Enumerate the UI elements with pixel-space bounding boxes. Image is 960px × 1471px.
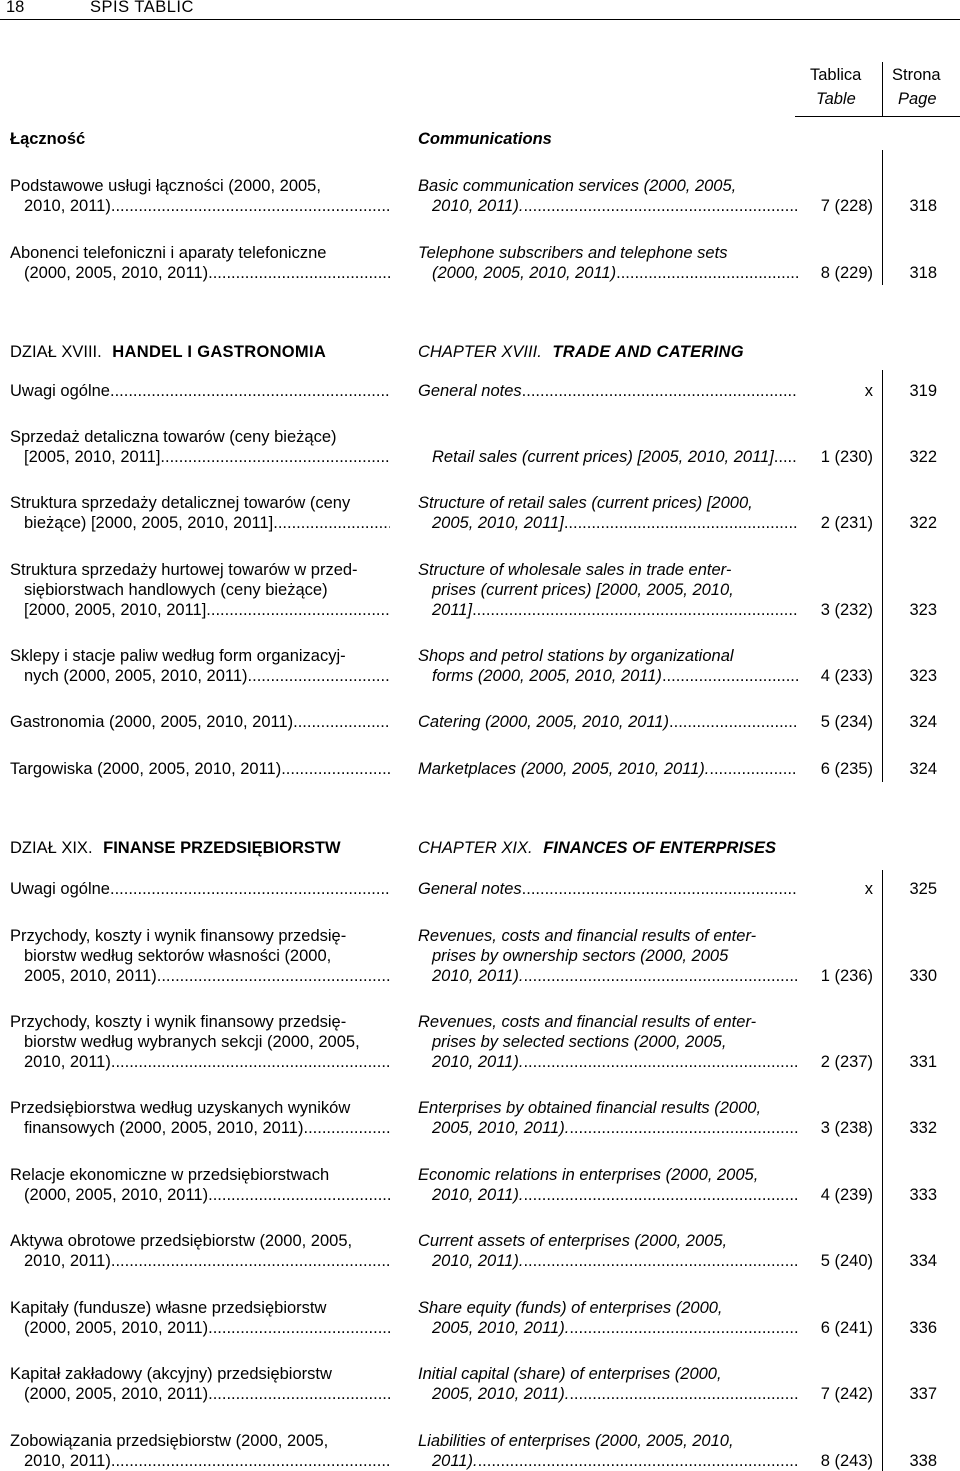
table-number: 2 (231) [820, 514, 873, 532]
entry-text: Telephone subscribers and telephone sets [418, 244, 728, 262]
entry-title-pl [10, 1165, 390, 1205]
entry-line [418, 1032, 798, 1052]
entry-line-with-leader [418, 1185, 798, 1205]
entry-title-pl [10, 243, 390, 283]
entry-text: Zobowiązania przedsiębiorstw (2000, 2005, [10, 1432, 329, 1450]
page-number-ref[interactable]: 336 [909, 1319, 937, 1337]
dot-leader [569, 1118, 798, 1138]
entry-title-pl [10, 176, 390, 216]
entry-line-with-leader [418, 1052, 798, 1072]
entry-text: 2010, 2011). [432, 197, 524, 215]
entry-title-en [418, 1098, 798, 1138]
entry-title-en [418, 879, 798, 899]
entry-text: Current assets of enterprises (2000, 2005, [418, 1232, 728, 1250]
entry-text: 2005, 2010, 2011). [432, 1319, 570, 1337]
entry-text: (2000, 2005, 2010, 2011). [24, 1319, 213, 1337]
entry-text: 2010, 2011). [24, 1452, 116, 1470]
dot-leader [293, 712, 390, 732]
entry-line [10, 1231, 390, 1251]
dot-leader [569, 1318, 798, 1338]
entry-title-pl [10, 712, 390, 732]
column-divider-header [882, 62, 883, 116]
entry-text: Structure of wholesale sales in trade enter- [418, 561, 732, 579]
entry-line-with-leader [10, 1318, 390, 1338]
page-number-ref[interactable]: 331 [909, 1053, 937, 1071]
dot-leader [472, 600, 798, 620]
entry-line-with-leader [418, 879, 798, 899]
entry-text: 2011] [432, 601, 473, 619]
entry-text: nych (2000, 2005, 2010, 2011) [24, 667, 248, 685]
dot-leader [523, 1185, 798, 1205]
page-number-ref[interactable]: 324 [909, 713, 937, 731]
chapter-title-pl: HANDEL I GASTRONOMIA [112, 343, 327, 361]
entry-text: Share equity (funds) of enterprises (2000, [418, 1299, 723, 1317]
page-number-ref[interactable]: 318 [909, 197, 937, 215]
entry-line [418, 1098, 798, 1118]
entry-line [10, 493, 390, 513]
entry-text: Targowiska (2000, 2005, 2010, 2011) [10, 760, 282, 778]
entry-line [10, 1364, 390, 1384]
entry-title-en [418, 176, 798, 216]
entry-text: Initial capital (share) of enterprises (2000, [418, 1365, 722, 1383]
dot-leader [160, 447, 390, 467]
dot-leader [523, 1251, 798, 1271]
entry-text: (2000, 2005, 2010, 2011). [24, 1186, 213, 1204]
entry-line [418, 1364, 798, 1384]
entry-line [10, 1098, 390, 1118]
entry-text: siębiorstwach handlowych (ceny bieżące) [24, 581, 328, 599]
column-header-page-pl: Strona [892, 66, 941, 84]
page-number-ref[interactable]: 322 [909, 514, 937, 532]
entry-title-pl [10, 926, 390, 986]
dot-leader [616, 263, 798, 283]
page-number-ref[interactable]: 338 [909, 1452, 937, 1470]
entry-line-with-leader [10, 1118, 390, 1138]
page-number: 18 [6, 0, 25, 16]
entry-text: 2010, 2011). [432, 1053, 524, 1071]
entry-title-en [418, 560, 798, 620]
header-rule [0, 19, 960, 20]
entry-text: Przedsiębiorstwa według uzyskanych wyników [10, 1099, 351, 1117]
dot-leader [273, 513, 390, 533]
entry-line [10, 1012, 390, 1032]
dot-leader [478, 1451, 798, 1471]
entry-title-pl [10, 1298, 390, 1338]
table-number: 3 (238) [820, 1119, 873, 1137]
group-heading-en: Communications [418, 130, 552, 148]
entry-text: General notes [418, 382, 522, 400]
entry-title-en [418, 926, 798, 986]
entry-line-with-leader [10, 1384, 390, 1404]
dot-leader [110, 879, 390, 899]
entry-text: Uwagi ogólne [10, 880, 110, 898]
dot-leader [161, 966, 390, 986]
entry-line-with-leader [10, 759, 390, 779]
entry-line [10, 1431, 390, 1451]
entry-line [418, 560, 798, 580]
entry-text: Abonenci telefoniczni i aparaty telefoniczne [10, 244, 327, 262]
entry-line-with-leader [10, 1451, 390, 1471]
table-number: x [864, 880, 873, 898]
entry-line [10, 1165, 390, 1185]
entry-line [418, 1231, 798, 1251]
page-number-ref[interactable]: 322 [909, 448, 937, 466]
entry-line-with-leader [418, 196, 798, 216]
entry-text: General notes [418, 880, 522, 898]
entry-text: prises by selected sections (2000, 2005, [432, 1033, 727, 1051]
entry-line [418, 493, 798, 513]
column-divider-group-1 [882, 150, 883, 285]
page-number-ref[interactable]: 324 [909, 760, 937, 778]
entry-title-en [418, 381, 798, 401]
entry-text: Podstawowe usługi łączności (2000, 2005, [10, 177, 321, 195]
entry-text: 2005, 2010, 2011). [24, 967, 162, 985]
entry-text: [2005, 2010, 2011] [24, 448, 161, 466]
table-number: 7 (242) [820, 1385, 873, 1403]
entry-line [10, 926, 390, 946]
entry-text: Kapitał zakładowy (akcyjny) przedsiębiorstw [10, 1365, 332, 1383]
entry-text: Kapitały (fundusze) własne przedsiębiorstw [10, 1299, 327, 1317]
entry-text: Struktura sprzedaży hurtowej towarów w przed- [10, 561, 358, 579]
entry-line-with-leader [418, 1318, 798, 1338]
entry-title-en [418, 493, 798, 533]
entry-line-with-leader [10, 447, 390, 467]
entry-title-en [418, 427, 798, 467]
entry-text: Gastronomia (2000, 2005, 2010, 2011) [10, 713, 294, 731]
entry-line-with-leader [10, 263, 390, 283]
entry-title-pl [10, 1431, 390, 1471]
dot-leader [213, 1318, 390, 1338]
entry-text: prises (current prices) [2000, 2005, 2010, [432, 581, 734, 599]
entry-line [418, 1431, 798, 1451]
table-number: 1 (230) [820, 448, 873, 466]
table-number: 5 (234) [820, 713, 873, 731]
table-number: 1 (236) [820, 967, 873, 985]
dot-leader [248, 666, 390, 686]
page-number-ref[interactable]: 332 [909, 1119, 937, 1137]
entry-line [418, 926, 798, 946]
dot-leader [115, 1052, 390, 1072]
entry-line-with-leader [418, 381, 798, 401]
entry-line-with-leader [418, 600, 798, 620]
column-header-table-en: Table [816, 90, 856, 108]
entry-text: Structure of retail sales (current prices) [2000, [418, 494, 753, 512]
entry-title-pl [10, 1098, 390, 1138]
entry-line-with-leader [418, 263, 798, 283]
entry-text: forms (2000, 2005, 2010, 2011) [432, 667, 662, 685]
entry-line [418, 580, 798, 600]
table-number: 8 (229) [820, 264, 873, 282]
page-number-ref[interactable]: 330 [909, 967, 937, 985]
entry-line-with-leader [418, 447, 798, 467]
entry-title-pl [10, 759, 390, 779]
chapter-title-en: TRADE AND CATERING [552, 343, 744, 361]
chapter-title-pl: FINANSE PRZEDSIĘBIORSTW [103, 839, 341, 857]
entry-text: Enterprises by obtained financial results (2000, [418, 1099, 762, 1117]
entry-line-with-leader [418, 1251, 798, 1271]
entry-text: 2010, 2011). [432, 1252, 524, 1270]
chapter-prefix-en: CHAPTER XVIII. [418, 343, 542, 361]
entry-text: Basic communication services (2000, 2005, [418, 177, 737, 195]
entry-text: Shops and petrol stations by organizational [418, 647, 734, 665]
entry-line [10, 646, 390, 666]
chapter-heading-pl [10, 839, 341, 858]
entry-text: Struktura sprzedaży detalicznej towarów (ceny [10, 494, 351, 512]
table-number: 8 (243) [820, 1452, 873, 1470]
table-number: 4 (239) [820, 1186, 873, 1204]
chapter-heading-pl [10, 343, 326, 362]
entry-line [10, 243, 390, 263]
entry-line [10, 1032, 390, 1052]
dot-leader [213, 1384, 390, 1404]
entry-title-pl [10, 560, 390, 620]
dot-leader [115, 1251, 390, 1271]
entry-line-with-leader [418, 759, 798, 779]
entry-line-with-leader [418, 1384, 798, 1404]
dot-leader [281, 759, 390, 779]
page-number-ref[interactable]: 325 [909, 880, 937, 898]
dot-leader [523, 196, 798, 216]
entry-title-en [418, 1231, 798, 1271]
entry-text: (2000, 2005, 2010, 2011) [432, 264, 617, 282]
entry-title-en [418, 1364, 798, 1404]
entry-text: (2000, 2005, 2010, 2011). [24, 1385, 213, 1403]
table-number: x [864, 382, 873, 400]
entry-text: finansowych (2000, 2005, 2010, 2011) [24, 1119, 304, 1137]
entry-line [418, 1298, 798, 1318]
page-number-ref[interactable]: 337 [909, 1385, 937, 1403]
dot-leader [523, 1052, 798, 1072]
entry-line-with-leader [10, 879, 390, 899]
entry-text: Przychody, koszty i wynik finansowy przedsię- [10, 927, 347, 945]
column-divider-group-3 [882, 870, 883, 1471]
entry-line [10, 427, 390, 447]
entry-title-pl [10, 427, 390, 467]
entry-line-with-leader [418, 666, 798, 686]
entry-line [418, 1012, 798, 1032]
entry-text: Economic relations in enterprises (2000, 2005, [418, 1166, 759, 1184]
entry-text: (2000, 2005, 2010, 2011). [24, 264, 213, 282]
page-number-ref[interactable]: 333 [909, 1186, 937, 1204]
entry-text: biorstw według wybranych sekcji (2000, 2005, [24, 1033, 360, 1051]
entry-title-pl [10, 493, 390, 533]
entry-title-pl [10, 646, 390, 686]
chapter-heading-en [418, 839, 776, 858]
entry-line [418, 646, 798, 666]
entry-text: Liabilities of enterprises (2000, 2005, 2010, [418, 1432, 734, 1450]
entry-text: 2005, 2010, 2011] [432, 514, 564, 532]
dot-leader [206, 600, 390, 620]
entry-title-pl [10, 1231, 390, 1271]
entry-line-with-leader [10, 1185, 390, 1205]
entry-line [418, 427, 798, 447]
entry-line-with-leader [10, 196, 390, 216]
entry-title-en [418, 712, 798, 732]
entry-line [10, 176, 390, 196]
entry-line-with-leader [10, 1251, 390, 1271]
table-number: 5 (240) [820, 1252, 873, 1270]
column-header-table-pl: Tablica [810, 66, 862, 84]
page-number-ref[interactable]: 334 [909, 1252, 937, 1270]
entry-line-with-leader [10, 666, 390, 686]
entry-title-en [418, 759, 798, 779]
entry-text: 2005, 2010, 2011). [432, 1119, 570, 1137]
column-header-rule [795, 116, 960, 117]
table-number: 2 (237) [820, 1053, 873, 1071]
entry-line [418, 1165, 798, 1185]
entry-line-with-leader [10, 966, 390, 986]
table-number: 3 (232) [820, 601, 873, 619]
entry-line-with-leader [10, 600, 390, 620]
entry-title-pl [10, 381, 390, 401]
entry-title-pl [10, 879, 390, 899]
dot-leader [115, 1451, 390, 1471]
entry-text: 2010, 2011). [432, 1186, 524, 1204]
entry-line-with-leader [418, 1451, 798, 1471]
entry-line [418, 243, 798, 263]
entry-line-with-leader [10, 1052, 390, 1072]
entry-text: 2010, 2011). [432, 967, 524, 985]
dot-leader [522, 879, 798, 899]
dot-leader [522, 381, 798, 401]
chapter-prefix-en: CHAPTER XIX. [418, 839, 533, 857]
entry-title-pl [10, 1364, 390, 1404]
entry-text: bieżące) [2000, 2005, 2010, 2011] [24, 514, 274, 532]
dot-leader [303, 1118, 390, 1138]
entry-line [418, 946, 798, 966]
entry-title-en [418, 1298, 798, 1338]
dot-leader [669, 712, 798, 732]
table-number: 6 (241) [820, 1319, 873, 1337]
table-number: 4 (233) [820, 667, 873, 685]
table-number: 6 (235) [820, 760, 873, 778]
entry-text: [2000, 2005, 2010, 2011] [24, 601, 207, 619]
chapter-prefix-pl: DZIAŁ XIX. [10, 839, 93, 857]
page-number-ref[interactable]: 318 [909, 264, 937, 282]
entry-text: 2011). [432, 1452, 478, 1470]
chapter-heading-en [418, 343, 744, 362]
entry-title-en [418, 1012, 798, 1072]
entry-text: 2010, 2011). [24, 1053, 116, 1071]
chapter-title-en: FINANCES OF ENTERPRISES [543, 839, 777, 857]
dot-leader [564, 513, 798, 533]
entry-text: Catering (2000, 2005, 2010, 2011) [418, 713, 670, 731]
entry-text: Uwagi ogólne [10, 382, 110, 400]
entry-text: Relacje ekonomiczne w przedsiębiorstwach [10, 1166, 330, 1184]
entry-text: 2005, 2010, 2011). [432, 1385, 570, 1403]
column-divider-group-2 [882, 370, 883, 782]
dot-leader [213, 263, 390, 283]
entry-line-with-leader [418, 1118, 798, 1138]
dot-leader [213, 1185, 390, 1205]
entry-line-with-leader [418, 712, 798, 732]
entry-title-en [418, 243, 798, 283]
entry-text: Retail sales (current prices) [2005, 2010, 2011] [432, 448, 774, 466]
dot-leader [569, 1384, 798, 1404]
entry-text: 2010, 2011). [24, 1252, 116, 1270]
entry-line-with-leader [10, 381, 390, 401]
entry-text: Marketplaces (2000, 2005, 2010, 2011). [418, 760, 710, 778]
entry-text: prises by ownership sectors (2000, 2005 [432, 947, 729, 965]
dot-leader [110, 381, 390, 401]
page-number-ref[interactable]: 323 [909, 667, 937, 685]
entry-line [10, 560, 390, 580]
entry-text: Sklepy i stacje paliw według form organizacyj- [10, 647, 346, 665]
dot-leader [115, 196, 390, 216]
entry-line [10, 946, 390, 966]
chapter-prefix-pl: DZIAŁ XVIII. [10, 343, 102, 361]
entry-text: Aktywa obrotowe przedsiębiorstw (2000, 2005, [10, 1232, 353, 1250]
entry-text: biorstw według sektorów własności (2000, [24, 947, 332, 965]
entry-text: 2010, 2011). [24, 197, 116, 215]
entry-line [10, 580, 390, 600]
page-title: SPIS TABLIC [90, 0, 194, 16]
entry-text: Przychody, koszty i wynik finansowy przedsię- [10, 1013, 347, 1031]
entry-title-en [418, 646, 798, 686]
entry-line-with-leader [10, 513, 390, 533]
dot-leader [662, 666, 798, 686]
page-number-ref[interactable]: 319 [909, 382, 937, 400]
entry-text: Sprzedaż detaliczna towarów (ceny bieżące) [10, 428, 337, 446]
dot-leader [523, 966, 798, 986]
entry-line-with-leader [418, 966, 798, 986]
entry-line-with-leader [418, 513, 798, 533]
page-number-ref[interactable]: 323 [909, 601, 937, 619]
column-header-page-en: Page [898, 90, 937, 108]
table-number: 7 (228) [820, 197, 873, 215]
group-heading-pl: Łączność [10, 130, 86, 148]
entry-line [10, 1298, 390, 1318]
entry-line [418, 176, 798, 196]
entry-title-pl [10, 1012, 390, 1072]
entry-text: Revenues, costs and financial results of enter- [418, 927, 757, 945]
entry-title-en [418, 1165, 798, 1205]
entry-title-en [418, 1431, 798, 1471]
entry-line-with-leader [10, 712, 390, 732]
entry-text: Revenues, costs and financial results of enter- [418, 1013, 757, 1031]
